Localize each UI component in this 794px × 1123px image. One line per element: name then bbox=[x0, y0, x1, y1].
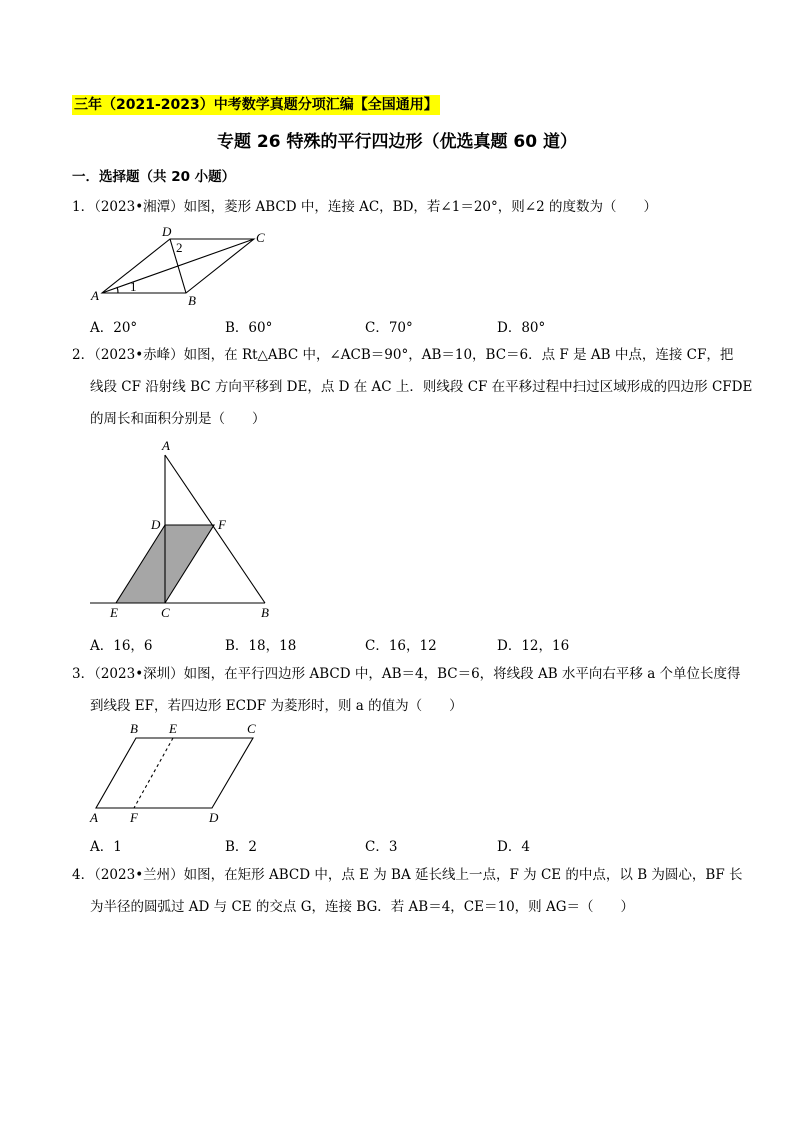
question-2-text-line-2: 线段 CF 沿射线 BC 方向平移到 DE，点 D 在 AC 上．则线段 CF 在平移过程中扫过区域形成的四边形 CFDE bbox=[90, 379, 753, 395]
q2-option-d: D．12，16 bbox=[497, 638, 570, 654]
fig3-label-d: D bbox=[209, 810, 219, 825]
question-4-text-line-1: 4．（2023•兰州）如图，在矩形 ABCD 中，点 E 为 BA 延长线上一点，F 为 CE 的中点，以 B 为圆心，BF 长 bbox=[72, 867, 743, 883]
fig3-label-c: C bbox=[247, 721, 256, 736]
page-title: 专题 26 特殊的平行四边形（优选真题 60 道） bbox=[217, 132, 577, 152]
series-banner: 三年（2021-2023）中考数学真题分项汇编【全国通用】 bbox=[74, 97, 438, 113]
q2-option-a: A．16，6 bbox=[90, 638, 153, 654]
q3-option-c: C．3 bbox=[365, 839, 398, 855]
fig2-label-b: B bbox=[261, 605, 269, 620]
q3-option-a: A．1 bbox=[90, 839, 122, 855]
q2-option-b: B．18，18 bbox=[225, 638, 297, 654]
fig2-label-e: E bbox=[110, 605, 118, 620]
parallelogram-abcd bbox=[96, 738, 253, 808]
fig1-label-a: A bbox=[91, 288, 99, 303]
fig3-label-b: B bbox=[130, 721, 138, 736]
q2-option-c: C．16，12 bbox=[365, 638, 437, 654]
fig1-label-c: C bbox=[256, 230, 265, 245]
question-4-text-line-2: 为半径的圆弧过 AD 与 CE 的交点 G，连接 BG．若 AB＝4，CE＝10，则 AG＝（ ） bbox=[90, 899, 634, 915]
fig2-label-a: A bbox=[162, 438, 170, 453]
fig1-label-2: 2 bbox=[176, 240, 183, 255]
fig1-label-1: 1 bbox=[130, 279, 137, 294]
fig3-label-e: E bbox=[169, 721, 177, 736]
q3-option-d: D．4 bbox=[497, 839, 530, 855]
segment-ef-dashed bbox=[134, 738, 173, 808]
q1-option-d: D．80° bbox=[497, 320, 546, 336]
question-3-text-line-1: 3．（2023•深圳）如图，在平行四边形 ABCD 中，AB＝4，BC＝6，将线段 AB 水平向右平移 a 个单位长度得 bbox=[72, 666, 741, 682]
fig1-label-b: B bbox=[188, 293, 196, 308]
fig1-label-d: D bbox=[162, 224, 172, 239]
q1-option-c: C．70° bbox=[365, 320, 413, 336]
fig3-label-a: A bbox=[90, 810, 98, 825]
fig2-label-d: D bbox=[151, 517, 161, 532]
fig2-label-f: F bbox=[218, 517, 226, 532]
q1-option-b: B．60° bbox=[225, 320, 273, 336]
fig3-label-f: F bbox=[130, 810, 138, 825]
section-title: 一．选择题（共 20 小题） bbox=[72, 169, 236, 185]
q1-option-a: A．20° bbox=[90, 320, 138, 336]
question-2-text-line-1: 2．（2023•赤峰）如图，在 Rt△ABC 中，∠ACB＝90°，AB＝10，BC＝6．点 F 是 AB 中点，连接 CF，把 bbox=[72, 347, 734, 363]
fig2-label-c: C bbox=[161, 605, 170, 620]
question-2-text-line-3: 的周长和面积分别是（ ） bbox=[90, 411, 266, 427]
question-1-text: 1．（2023•湘潭）如图，菱形 ABCD 中，连接 AC，BD，若∠1＝20°，则∠2 的度数为（ ） bbox=[72, 199, 657, 215]
q3-option-b: B．2 bbox=[225, 839, 258, 855]
question-3-text-line-2: 到线段 EF，若四边形 ECDF 为菱形时，则 a 的值为（ ） bbox=[90, 698, 463, 714]
